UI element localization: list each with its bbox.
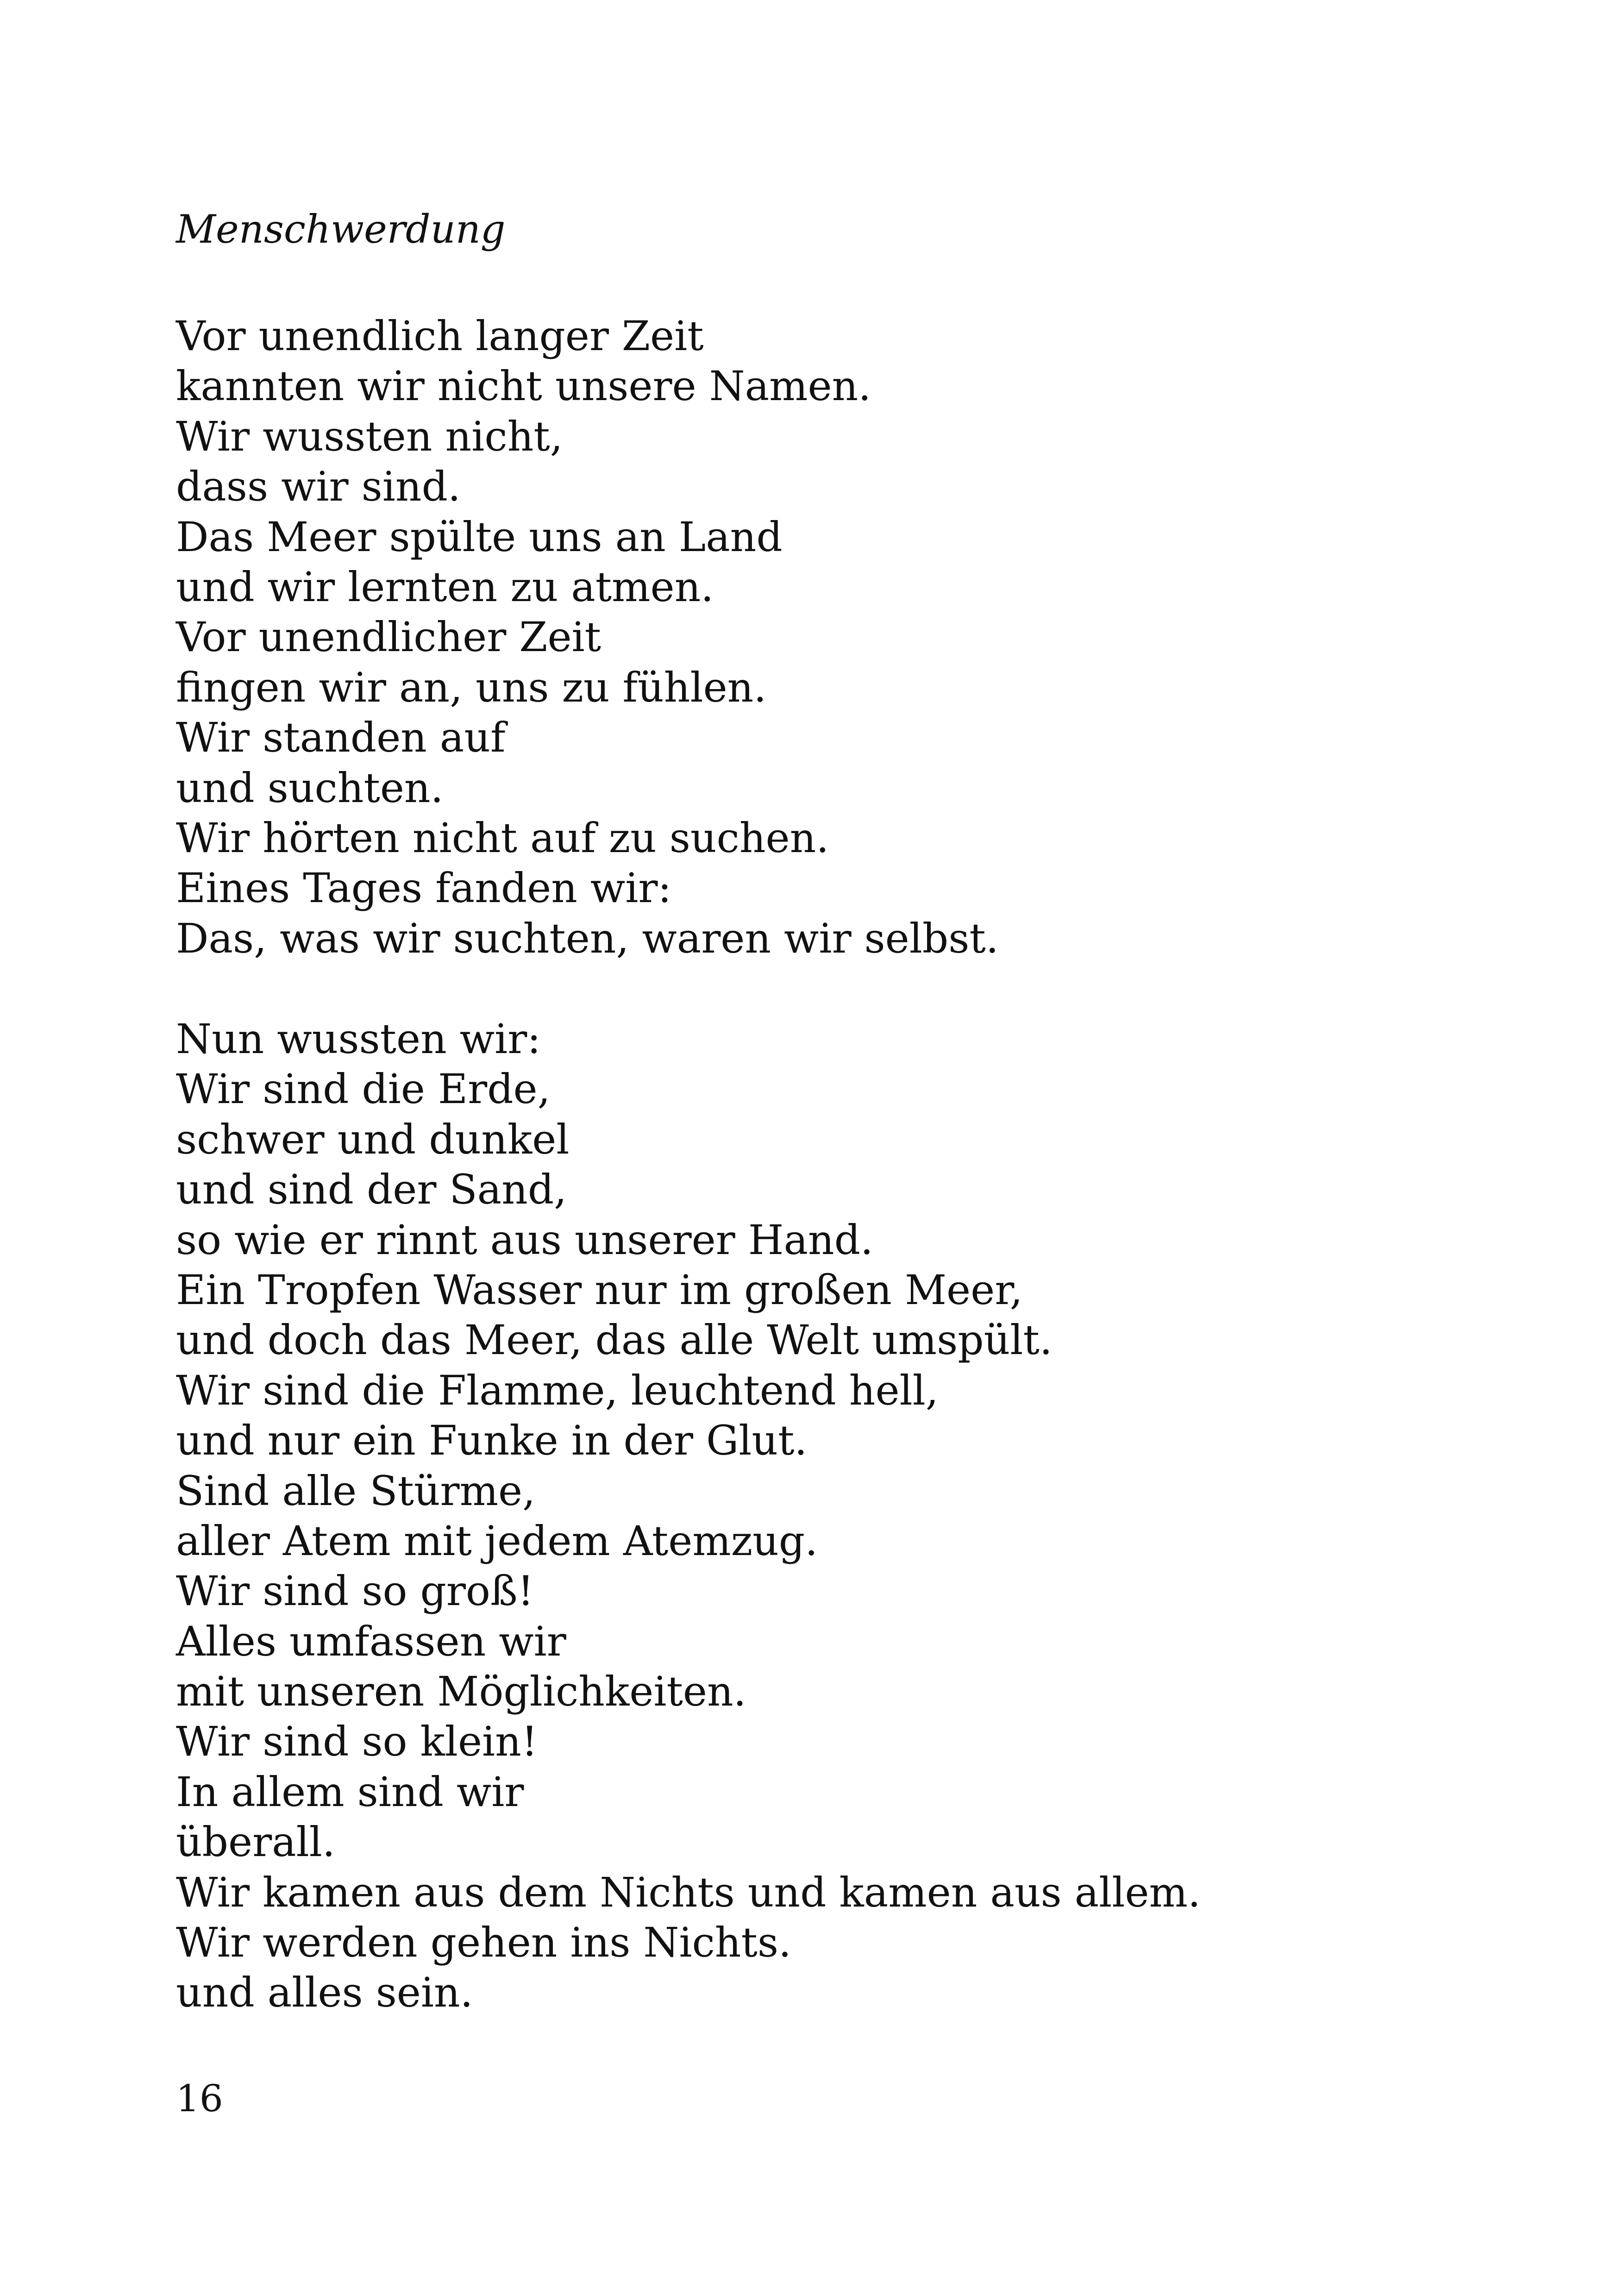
poem-line: Wir sind so groß!	[176, 1567, 534, 1615]
poem-line: und doch das Meer, das alle Welt umspült.	[176, 1316, 1053, 1364]
poem-line: so wie er rinnt aus unserer Hand.	[176, 1216, 873, 1264]
poem-line: und sind der Sand,	[176, 1166, 567, 1214]
poem-line: dass wir sind.	[176, 463, 461, 511]
poem-line: Sind alle Stürme,	[176, 1467, 536, 1515]
stanza-1	[176, 311, 999, 964]
poem-line: Wir wussten nicht,	[176, 412, 563, 460]
poem-line: aller Atem mit jedem Atemzug.	[176, 1517, 818, 1565]
poem-line: Wir sind die Flamme, leuchtend hell,	[176, 1366, 939, 1414]
poem-line: Wir kamen aus dem Nichts und kamen aus allem.	[176, 1868, 1201, 1916]
poem-line: Vor unendlich langer Zeit	[176, 312, 704, 360]
poem-line: und suchten.	[176, 764, 444, 812]
poem-line: Wir sind die Erde,	[176, 1065, 551, 1113]
poem-line: Alles umfassen wir	[176, 1617, 566, 1665]
poem-line: Wir werden gehen ins Nichts.	[176, 1919, 791, 1967]
stanza-2	[176, 1014, 1201, 2018]
page-number: 16	[176, 2077, 223, 2120]
poem-line: Vor unendlicher Zeit	[176, 613, 602, 661]
poem-line: Das Meer spülte uns an Land	[176, 513, 783, 561]
poem-line: Wir standen auf	[176, 714, 506, 762]
poem-line: mit unseren Möglichkeiten.	[176, 1668, 746, 1716]
poem-line: überall.	[176, 1818, 335, 1866]
poem-line: Wir sind so klein!	[176, 1718, 538, 1766]
poem-line: Wir hörten nicht auf zu suchen.	[176, 814, 829, 862]
poem-line: Eines Tages fanden wir:	[176, 864, 672, 912]
poem-line: und alles sein.	[176, 1969, 473, 2017]
poem-line: und nur ein Funke in der Glut.	[176, 1417, 808, 1465]
poem-line: kannten wir nicht unsere Namen.	[176, 362, 871, 410]
poem-line: Nun wussten wir:	[176, 1015, 541, 1063]
poem-title: Menschwerdung	[176, 207, 506, 252]
poem-line: Das, was wir suchten, waren wir selbst.	[176, 914, 999, 962]
poem-line: Ein Tropfen Wasser nur im großen Meer,	[176, 1266, 1023, 1314]
poem-line: In allem sind wir	[176, 1768, 524, 1816]
poem-line: fingen wir an, uns zu fühlen.	[176, 663, 767, 711]
poem-line: schwer und dunkel	[176, 1115, 570, 1163]
poem-line: und wir lernten zu atmen.	[176, 563, 714, 611]
